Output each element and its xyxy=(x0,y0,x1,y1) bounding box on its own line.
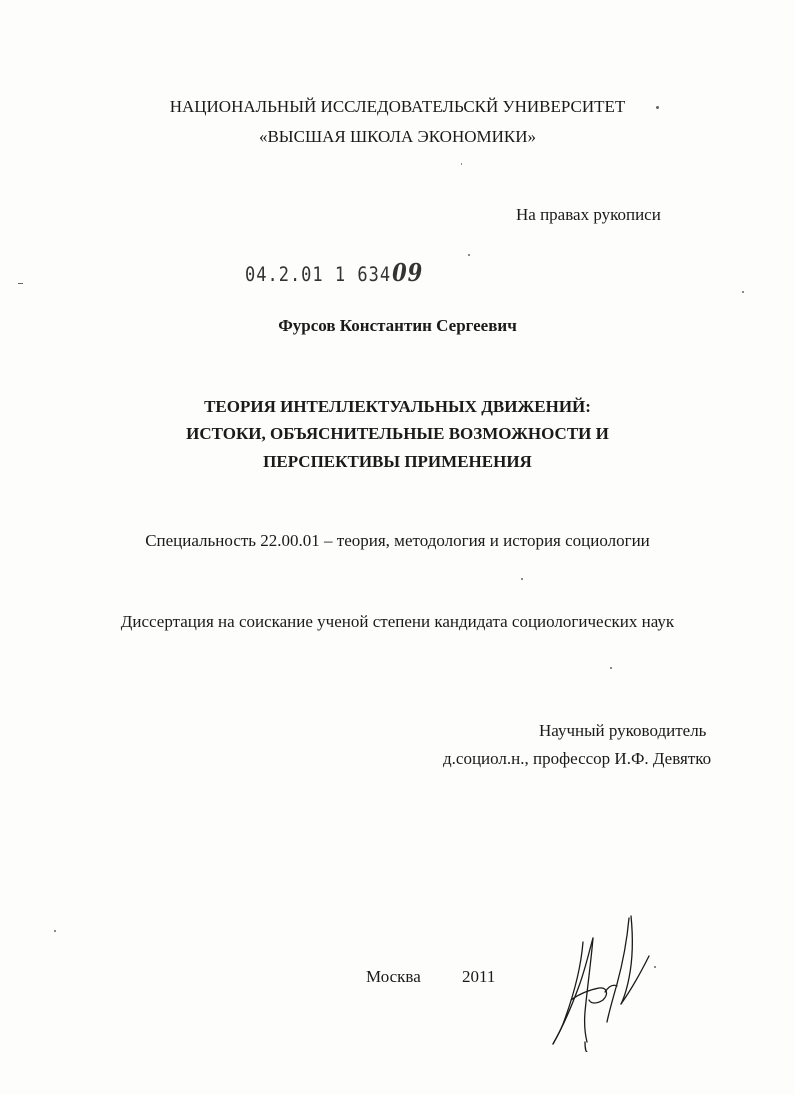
supervisor-label: Научный руководитель xyxy=(539,721,707,740)
rights-note: На правах рукописи xyxy=(516,205,661,224)
title-line3: ПЕРСПЕКТИВЫ ПРИМЕНЕНИЯ xyxy=(263,452,532,471)
author-name: Фурсов Константин Сергеевич xyxy=(278,316,517,335)
registration-stamp xyxy=(245,258,423,287)
university-name-line2: «ВЫСШАЯ ШКОЛА ЭКОНОМИКИ» xyxy=(258,127,537,146)
year: 2011 xyxy=(462,967,496,986)
scan-speck xyxy=(468,254,470,256)
title-line2: ИСТОКИ, ОБЪЯСНИТЕЛЬНЫЕ ВОЗМОЖНОСТИ И xyxy=(186,424,609,443)
stamp-printed-number: 04.2.01 1 634 xyxy=(245,263,392,287)
scan-speck xyxy=(54,930,56,932)
title-line1: ТЕОРИЯ ИНТЕЛЛЕКТУАЛЬНЫХ ДВИЖЕНИЙ: xyxy=(204,397,591,416)
scan-speck xyxy=(521,578,523,580)
city: Москва xyxy=(366,967,421,986)
scan-speck xyxy=(461,163,462,165)
scan-speck xyxy=(742,291,744,293)
signature-icon xyxy=(545,912,665,1052)
scan-speck xyxy=(610,667,612,669)
dissertation-statement: Диссертация на соискание ученой степени кандидата социологических наук xyxy=(120,612,675,631)
scan-speck xyxy=(656,106,659,109)
specialty: Специальность 22.00.01 – теория, методология и история социологии xyxy=(145,531,650,550)
scan-speck xyxy=(18,283,23,284)
university-name-line1: НАЦИОНАЛЬНЫЙ ИССЛЕДОВАТЕЛЬСКЙ УНИВЕРСИТЕТ xyxy=(169,97,626,116)
supervisor-name: д.социол.н., профессор И.Ф. Девятко xyxy=(443,749,712,768)
stamp-handwritten-number: 09 xyxy=(392,258,424,287)
